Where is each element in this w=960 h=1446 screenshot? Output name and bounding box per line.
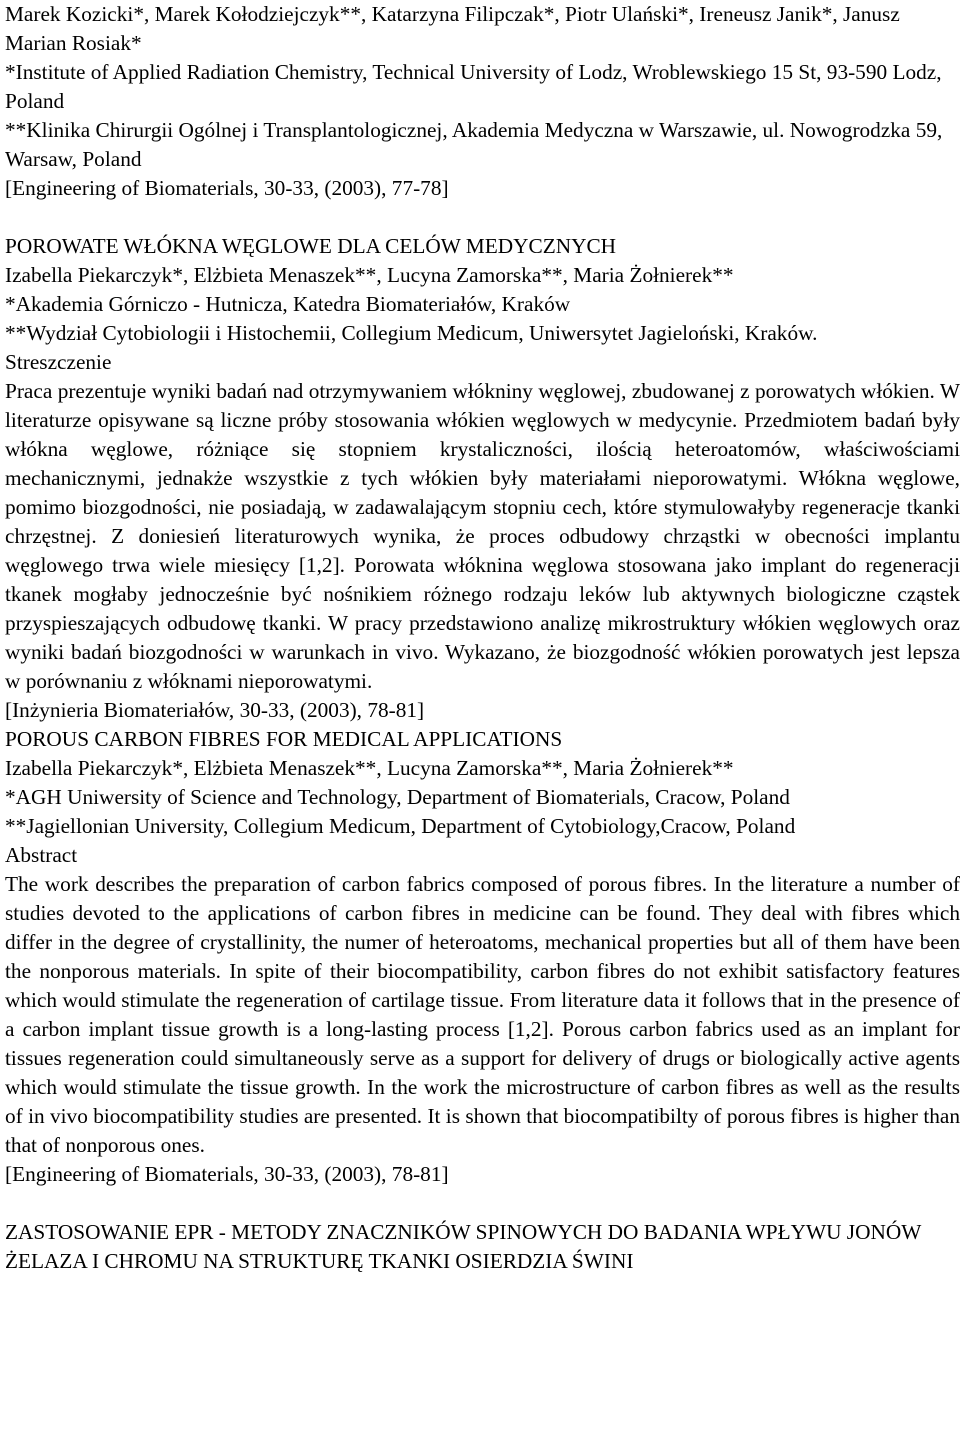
authors: Marek Kozicki*, Marek Kołodziejczyk**, Katarzyna Filipczak*, Piotr Ulański*, Ireneusz Janik*, Janusz Marian Rosiak* — [5, 2, 906, 55]
spacer — [5, 1189, 960, 1218]
section-3 — [5, 725, 960, 1189]
affiliation: *Institute of Applied Radiation Chemistry, Technical University of Lodz, Wroblewskiego 15 St, 93-590 Lodz, Poland — [5, 60, 947, 113]
article-title: ZASTOSOWANIE EPR - METODY ZNACZNIKÓW SPINOWYCH DO BADANIA WPŁYWU JONÓW ŻELAZA I CHROMU NA STRUKTURĘ TKANKI OSIERDZIA ŚWINI — [5, 1220, 927, 1273]
section-2 — [5, 232, 960, 725]
abstract-heading: Streszczenie — [5, 350, 112, 374]
affiliation: **Klinika Chirurgii Ogólnej i Transplantologicznej, Akademia Medyczna w Warszawie, ul. Nowogrodzka 59, Warsaw, Poland — [5, 118, 948, 171]
citation: [Engineering of Biomaterials, 30-33, (2003), 78-81] — [5, 1162, 449, 1186]
abstract-text: Praca prezentuje wyniki badań nad otrzymywaniem włókniny węglowej, zbudowanej z porowatych włókien. W literaturze opisywane są liczne próby stosowania włókien węglowych w medycynie. Przedmiotem badań były włókna węglowe, różniące się stopniem krystaliczności, ilością heteroatomów, właściwościami mechanicznymi, jednakże wszystkie z tych włókien były materiałami nieporowatymi. Włókna węglowe, pomimo biozgodności, nie posiadają, w zadawalającym stopniu cech, które stymulowałyby regeneracje tkanki chrzęstnej. Z doniesień literaturowych wynika, że proces odbudowy chrząstki w obecności implantu węglowego trwa wiele miesięcy [1,2]. Porowata włóknina węglowa stosowana jako implant do regeneracji tkanek mogłaby jednocześnie być nośnikiem różnego rodzaju leków lub aktywnych biologiczne cząstek przyspieszających odbudowę tkanki. W pracy przedstawiono analizę mikrostruktury włókien węglowych oraz wyniki badań biozgodności w warunkach in vivo. Wykazano, że biozgodność włókien porowatych jest lepsza w porównaniu z włóknami nieporowatymi. — [5, 379, 960, 693]
article-title: POROUS CARBON FIBRES FOR MEDICAL APPLICATIONS — [5, 727, 563, 751]
section-4 — [5, 1218, 960, 1276]
affiliation: *AGH Uniwersity of Science and Technology, Department of Biomaterials, Cracow, Poland — [5, 785, 790, 809]
citation: [Engineering of Biomaterials, 30-33, (2003), 77-78] — [5, 176, 449, 200]
affiliation: *Akademia Górniczo - Hutnicza, Katedra Biomateriałów, Kraków — [5, 292, 571, 316]
authors: Izabella Piekarczyk*, Elżbieta Menaszek**, Lucyna Zamorska**, Maria Żołnierek** — [5, 756, 734, 780]
spacer — [5, 203, 960, 232]
article-title: POROWATE WŁÓKNA WĘGLOWE DLA CELÓW MEDYCZNYCH — [5, 234, 617, 258]
section-1 — [5, 0, 960, 203]
affiliation: **Jagiellonian University, Collegium Medicum, Department of Cytobiology,Cracow, Poland — [5, 814, 796, 838]
authors: Izabella Piekarczyk*, Elżbieta Menaszek**, Lucyna Zamorska**, Maria Żołnierek** — [5, 263, 734, 287]
affiliation: **Wydział Cytobiologii i Histochemii, Collegium Medicum, Uniwersytet Jagieloński, Kraków. — [5, 321, 818, 345]
abstract-heading: Abstract — [5, 843, 78, 867]
abstract-text: The work describes the preparation of carbon fabrics composed of porous fibres. In the literature a number of studies devoted to the applications of carbon fibres in medicine can be found. They deal with fibres which differ in the degree of crystallinity, the numer of heteroatoms, mechanical properties but all of them have been the nonporous materials. In spite of their biocompatibility, carbon fibres do not exhibit satisfactory features which would stimulate the regeneration of cartilage tissue. From literature data it follows that in the presence of a carbon implant tissue growth is a long-lasting process [1,2]. Porous carbon fabrics used as an implant for tissues regeneration could simultaneously serve as a support for delivery of drugs or biologically active agents which would stimulate the tissue growth. In the work the microstructure of carbon fibres as well as the results of in vivo biocompatibility studies are presented. It is shown that biocompatibilty of porous fibres is higher than that of nonporous ones. — [5, 872, 960, 1157]
citation: [Inżynieria Biomateriałów, 30-33, (2003), 78-81] — [5, 698, 425, 722]
